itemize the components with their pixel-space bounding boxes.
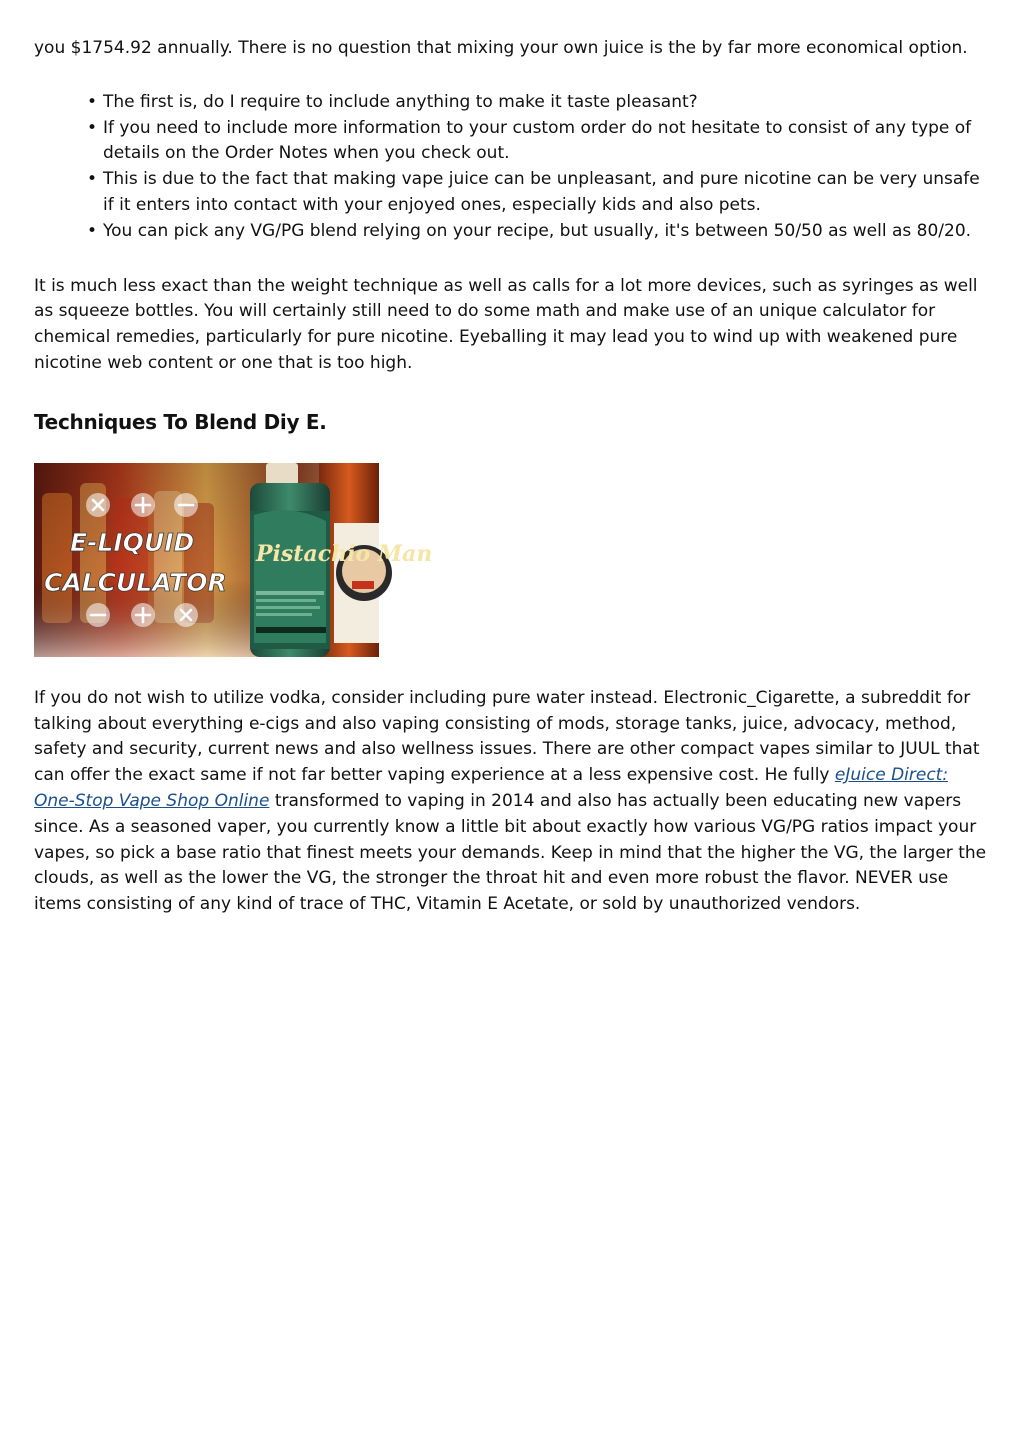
section-heading: Techniques To Blend Diy E. (34, 409, 327, 434)
paragraph-text-before-link: If you do not wish to utilize vodka, consider including pure water instead. Electronic_Cigarette, a subreddit for talking about everything e-cigs and also vaping consisting of mods, storage tanks, juice, advocacy, method, safety and security, current news and also wellness issues. There are other compact vapes similar to JUUL that can offer the exact same if not far better vaping experience at a less expensive cost. He fully (34, 687, 980, 786)
article-body (34, 36, 994, 918)
image-title-line2: CALCULATOR (44, 567, 227, 597)
plus-icon (131, 603, 155, 627)
list-item: • This is due to the fact that making vape juice can be unpleasant, and pure nicotine can be very unsafe if it enters into contact with your enjoyed ones, especially kids and also pets. (103, 167, 994, 219)
list-item: • You can pick any VG/PG blend relying on your recipe, but usually, it's between 50/50 as well as 80/20. (103, 219, 994, 245)
ejuice-direct-link[interactable]: eJuice Direct: One-Stop Vape Shop Online (34, 765, 949, 811)
bottle-label-text: Pistachio Man (256, 540, 433, 567)
weight-technique-paragraph: It is much less exact than the weight technique as well as calls for a lot more devices, such as syringes as well as squeeze bottles. You will certainly still need to do some math and make use of an unique calculator for chemical remedies, particularly for pure nicotine. Eyeballing it may lead you to wind up with weakened pure nicotine web content or one that is too high. (34, 275, 978, 373)
list-item: • The first is, do I require to include anything to make it taste pleasant? (103, 90, 994, 116)
plus-icon (131, 493, 155, 517)
list-item: • If you need to include more information to your custom order do not hesitate to consist of any type of details on the Order Notes when you check out. (103, 116, 994, 168)
image-title-line1: E-LIQUID (70, 527, 195, 557)
minus-icon (174, 493, 198, 517)
bullet-list (34, 90, 994, 245)
minus-icon (86, 603, 110, 627)
multiply-icon (86, 493, 110, 517)
vodka-paragraph (34, 686, 994, 918)
eliquid-calculator-image (34, 463, 433, 657)
intro-paragraph: you $1754.92 annually. There is no question that mixing your own juice is the by far more economical option. (34, 38, 968, 58)
paragraph-text-after-link: transformed to vaping in 2014 and also has actually been educating new vapers since. As a seasoned vaper, you currently know a little bit about exactly how various VG/PG ratios impact your vapes, so pick a base ratio that finest meets your demands. Keep in mind that the higher the VG, the larger the clouds, as well as the lower the VG, the stronger the throat hit and even more robust the flavor. NEVER use items consisting of any kind of trace of THC, Vitamin E Acetate, or sold by unauthorized vendors. (34, 790, 987, 915)
multiply-icon (174, 603, 198, 627)
